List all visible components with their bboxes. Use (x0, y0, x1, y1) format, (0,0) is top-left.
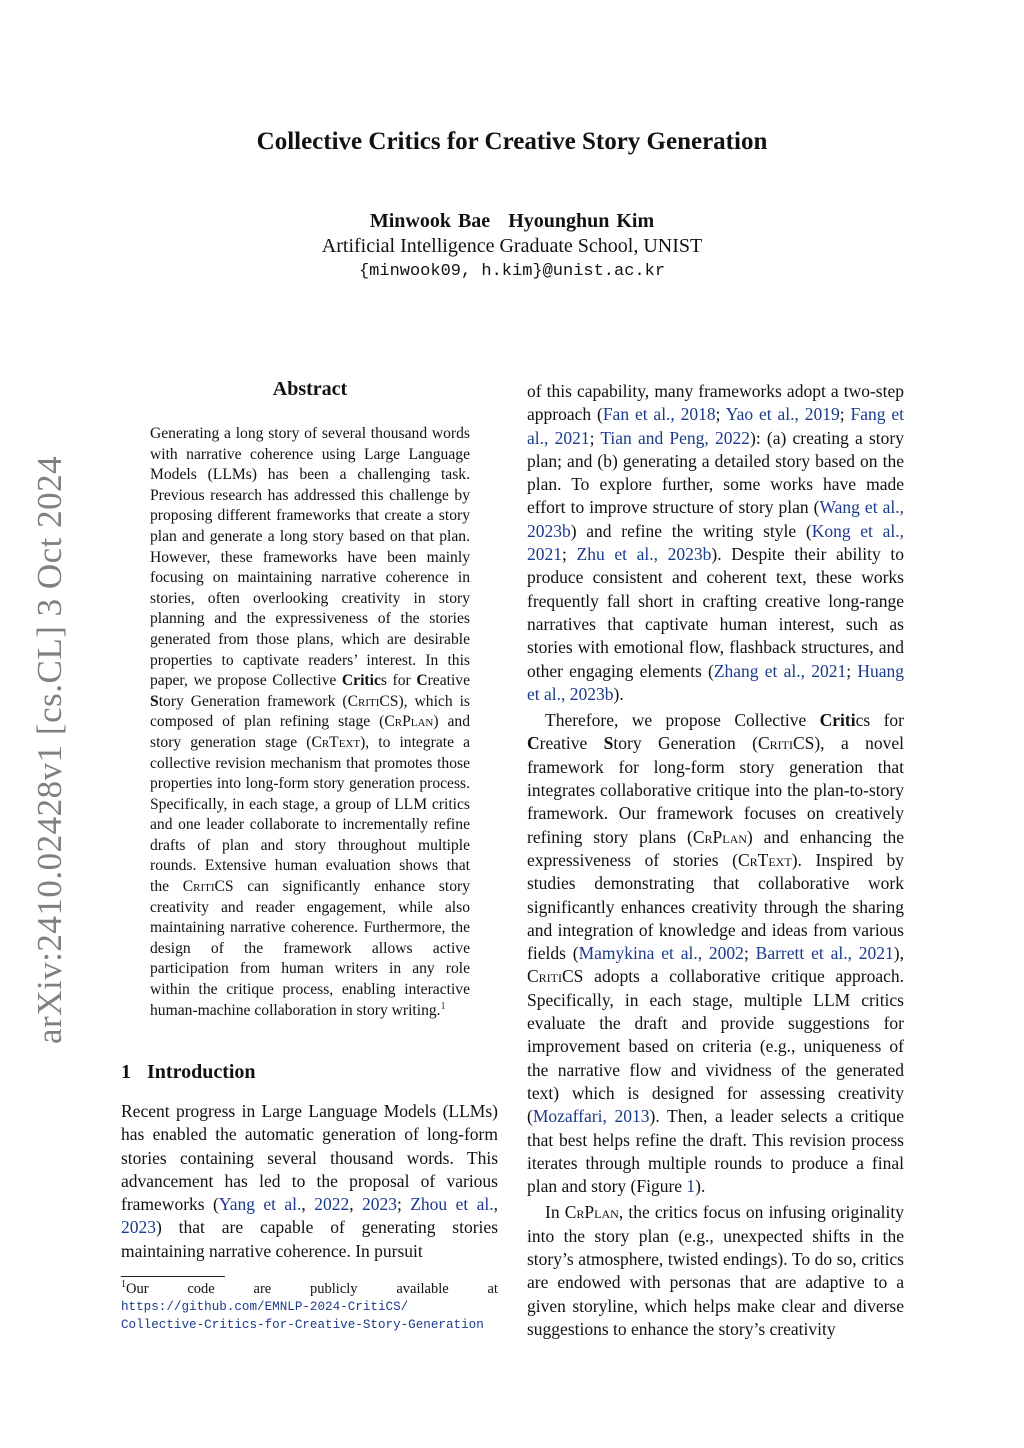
author-emails: {minwook09, h.kim}@unist.ac.kr (358, 262, 666, 281)
intro-paragraph: Recent progress in Large Language Models (LLMs) has enabled the automatic generation of long-form stories containing several thousand words. This advancement has led to the proposal of various frameworks (Yang et al., 2022, 2023; Zhou et al., 2023) that are capable of generating stories maintaining narrative coherence. In pursuit (121, 1101, 498, 1261)
code-repository-link[interactable]: Collective-Critics-for-Creative-Story-Generation (121, 1318, 484, 1332)
author-name: Minwook Bae (369, 210, 491, 232)
citation-link[interactable]: Yao et al., 2019 (725, 404, 840, 425)
footnote-reference[interactable]: 1 (440, 1000, 446, 1012)
figure-reference[interactable]: 1 (686, 1176, 696, 1197)
citation-link[interactable]: Mamykina et al., 2002 (578, 943, 744, 964)
footnote: $^1$Our code are publicly available at https://github.com/EMNLP-2024-CritiCS/ Collective-Critics-for-Creative-Story-Generation (121, 1279, 498, 1332)
paragraph: In CrPlan, the critics focus on infusing originality into the story plan (e.g., unexpected shifts in the story’s atmosphere, twisted endings). To do so, critics are endowed with personas that are adaptive to a given storyline, which helps make clear and diverse suggestions to enhance the story’s creativity (527, 1202, 905, 1339)
section-heading-introduction: 1 Introduction (121, 1061, 256, 1083)
citation-link[interactable]: Zhou et al. (410, 1194, 494, 1215)
citation-link[interactable]: Barrett et al., 2021 (755, 943, 894, 964)
paragraph: Therefore, we propose Collective Critics for Creative Story Generation (CritiCS), a novel framework for long-form story generation that integrates collaborative critique into the plan-to-story framework. Our framework focuses on creatively refining story plans (CrPlan) and enhancing the expressiveness of stories (CrText). Inspired by studies demonstrating that collaborative work significantly enhances creativity through the sharing and integration of knowledge and ideas from various fields (Mamykina et al., 2002; Barrett et al., 2021), CritiCS adopts a collaborative critique approach. Specifically, in each stage, multiple LLM critics evaluate the draft and provide suggestions for improvement based on criteria (e.g., uniqueness of the narrative flow and vividness of the generated text) which is designed for assessing creativity (Mozaffari, 2013). Then, a leader selects a critique that best helps refine the draft. This revision process iterates through multiple rounds to produce a final plan and story (Figure 1). (527, 710, 905, 1197)
author-list (0, 210, 1024, 233)
citation-link[interactable]: Fan et al., 2018 (602, 404, 716, 425)
paragraph: of this capability, many frameworks adopt a two-step approach (Fan et al., 2018; Yao et al., 2019; Fang et al., 2021; Tian and Peng, 2022): (a) creating a story plan; and (b) generating a detailed story based on the plan. To explore further, some works have made effort to improve structure of story plan (Wang et al., 2023b) and refine the writing style (Kong et al., 2021; Zhu et al., 2023b). Despite their ability to produce consistent and coherent text, these works frequently fall short in crafting creative long-range narratives that captivate human interest, such as stories with emotional flow, flashback structures, and other engaging elements (Zhang et al., 2021; Huang et al., 2023b). (527, 381, 905, 704)
citation-link[interactable]: 2023 (121, 1217, 156, 1238)
citation-link[interactable]: 2022 (314, 1194, 350, 1215)
arxiv-identifier: arXiv:2410.02428v1 [cs.CL] 3 Oct 2024 (30, 455, 69, 1044)
citation-link[interactable]: Kong et al., 2021 (527, 520, 904, 565)
abstract-body: Generating a long story of several thousand words with narrative coherence using Large Language Models (LLMs) has been a challenging task. Previous research has addressed this challenge by proposing different frameworks that create a story plan and generate a long story based on that plan. However, these frameworks have been mainly focusing on maintaining narrative coherence in stories, often overlooking creativity in story planning and the expressiveness of the stories generated from those plans, which are desirable properties to captivate readers’ interest. In this paper, we propose Collective Critics for Creative Story Generation framework (CritiCS), which is composed of plan refining stage (CrPlan) and story generation stage (CrText), to integrate a collective revision mechanism that promotes those properties into long-form story generation process. Specifically, in each stage, a group of LLM critics and one leader collaborate to incrementally refine drafts of plan and story throughout multiple rounds. Extensive human evaluation shows that the CritiCS can significantly enhance story creativity and reader engagement, while also maintaining narrative coherence. Furthermore, the design of the framework allows active participation from human writers in any role within the critique process, enabling interactive human-machine collaboration in story writing.$^1$ (150, 425, 470, 1019)
citation-link[interactable]: Tian and Peng, 2022 (600, 427, 750, 448)
citation-link[interactable]: Zhu et al., 2023b (576, 544, 712, 565)
footnote-divider (121, 1276, 225, 1277)
right-column-text (527, 380, 904, 1341)
citation-link[interactable]: Fang et al., 2021 (527, 404, 904, 448)
citation-link[interactable]: Huang et al., 2023b (527, 660, 904, 704)
citation-link[interactable]: Wang et al., 2023b (527, 497, 904, 541)
citation-link[interactable]: Mozaffari, 2013 (532, 1106, 650, 1127)
author-name: Hyounghun Kim (508, 210, 655, 232)
abstract-heading: Abstract (272, 378, 348, 400)
code-repository-link[interactable]: https://github.com/EMNLP-2024-CritiCS/ (121, 1300, 409, 1314)
citation-link[interactable]: Yang et al. (218, 1194, 302, 1215)
citation-link[interactable]: Zhang et al., 2021 (713, 660, 847, 681)
paper-title: Collective Critics for Creative Story Generation (256, 128, 768, 155)
citation-link[interactable]: 2023 (361, 1194, 397, 1215)
affiliation: Artificial Intelligence Graduate School, UNIST (321, 235, 703, 257)
